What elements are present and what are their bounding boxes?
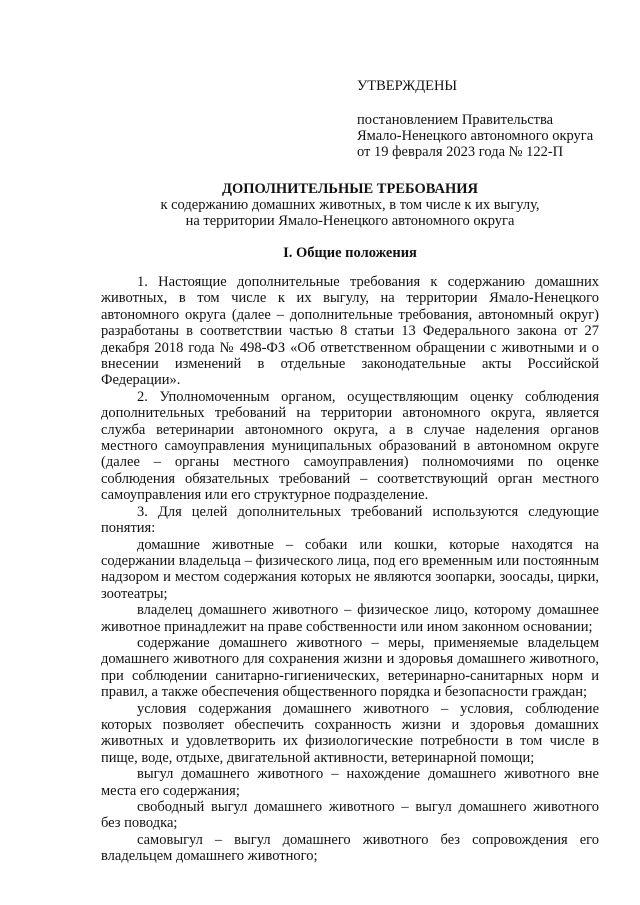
title-heading: ДОПОЛНИТЕЛЬНЫЕ ТРЕБОВАНИЯ xyxy=(221,181,479,197)
section-heading: I. Общие положения xyxy=(283,245,417,261)
paragraph: выгул домашнего животного – нахождение домашнего животного вне места его содержания; xyxy=(101,766,599,799)
paragraph: условия содержания домашнего животного – условия, соблюдение которых позволяет обеспечить сохранность жизни и здоровья домашних животных и удовлетворить их физиологические потребности в том числе в пище, воде, отдыхе, двигательной активности, ветеринарной помощи; xyxy=(101,700,599,766)
paragraph: 1. Настоящие дополнительные требования к содержанию домашних животных, в том числе к их выгулу, на территории Ямало-Ненецкого автономного округа (далее – дополнительные требования, автономный округ) разработаны в соответствии частью 8 статьи 13 Федерального закона от 27 декабря 2018 года № 498-ФЗ «Об ответственном обращении с животными и о внесении изменений в отдельные законодательные акты Российской Федерации». xyxy=(101,274,599,389)
paragraph: свободный выгул домашнего животного – выгул домашнего животного без поводка; xyxy=(101,799,599,832)
approval-line: от 19 февраля 2023 года № 122-П xyxy=(357,144,564,160)
paragraph: содержание домашнего животного – меры, применяемые владельцем домашнего животного для сохранения жизни и здоровья домашнего животного, при соблюдении санитарно-гигиенических, ветеринарно-санитарных норм и правил, а также обеспечения общественного порядка и безопасности граждан; xyxy=(101,634,599,701)
approval-line: Ямало-Ненецкого автономного округа xyxy=(357,128,594,144)
paragraph: 2. Уполномоченным органом, осуществляющим оценку соблюдения дополнительных требований на территории автономного округа, является служба ветеринарии автономного округа, а в случае наделения органов местного самоуправления муниципальных образований в автономном округе (далее – органы местного самоуправления) полномочиями по оценке соблюдения обязательных требований – соответствующий орган местного самоуправления или его структурное подразделение. xyxy=(101,388,599,504)
paragraph: домашние животные – собаки или кошки, которые находятся на содержании владельца – физического лица, под его временным или постоянным надзором и местом содержания которых не являются зоопарки, зоосады, цирки, зоотеатры; xyxy=(101,536,599,602)
paragraph: владелец домашнего животного – физическое лицо, которому домашнее животное принадлежит на праве собственности или ином законном основании; xyxy=(101,602,599,635)
paragraph: самовыгул – выгул домашнего животного без сопровождения его владельцем домашнего животного; xyxy=(101,831,599,865)
title-subline: к содержанию домашних животных, в том числе к их выгулу, xyxy=(160,197,540,213)
approval-block xyxy=(357,78,627,160)
document-title xyxy=(100,181,600,229)
title-subline: на территории Ямало-Ненецкого автономного округа xyxy=(185,213,515,229)
approval-stamp: УТВЕРЖДЕНЫ xyxy=(357,78,458,94)
paragraph: 3. Для целей дополнительных требований используются следующие понятия: xyxy=(101,503,599,537)
approval-line: постановлением Правительства xyxy=(357,112,554,128)
document-body xyxy=(101,274,599,865)
